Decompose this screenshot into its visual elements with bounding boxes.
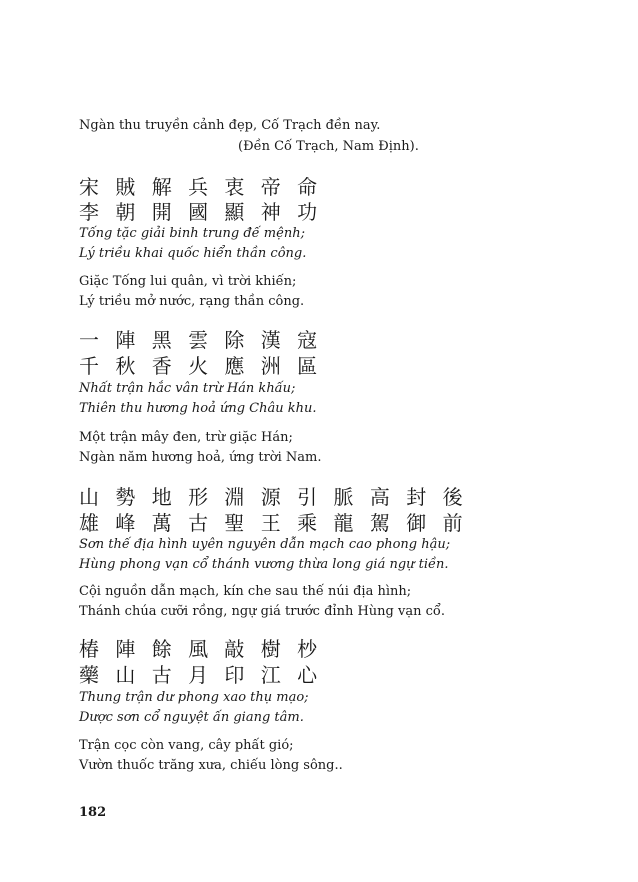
stanza-2-han-1: 一 陣 黑 雲 除 漢 寇 (79, 328, 323, 352)
stanza-2-translation-2: Ngàn năm hương hoả, ứng trời Nam. (79, 450, 322, 465)
stanza-3-reading-1: Sơn thế địa hình uyên nguyên dẫn mạch cao phong hậu; (79, 537, 451, 552)
stanza-4-reading-2: Dược sơn cổ nguyệt ấn giang tâm. (79, 710, 304, 725)
stanza-1-translation-1: Giặc Tống lui quân, vì trời khiến; (79, 274, 297, 289)
stanza-4-translation-1: Trận cọc còn vang, cây phất gió; (79, 738, 294, 753)
stanza-3-han-1: 山 勢 地 形 淵 源 引 脈 高 封 後 (79, 485, 468, 509)
stanza-3-han-2: 雄 峰 萬 古 聖 王 乘 龍 駕 御 前 (79, 511, 468, 535)
stanza-1-han-2: 李 朝 開 國 顯 神 功 (79, 200, 323, 224)
stanza-1-reading-2: Lý triều khai quốc hiển thần công. (79, 246, 307, 261)
stanza-4-translation-2: Vườn thuốc trăng xưa, chiếu lòng sông.. (79, 758, 343, 773)
stanza-2-han-2: 千 秋 香 火 應 洲 區 (79, 354, 323, 378)
stanza-1-translation-2: Lý triều mở nước, rạng thần công. (79, 294, 305, 309)
intro-line-1: Ngàn thu truyền cảnh đẹp, Cố Trạch đền nay. (79, 118, 381, 133)
stanza-3-translation-2: Thánh chúa cưỡi rồng, ngự giá trước đỉnh Hùng vạn cổ. (79, 604, 445, 619)
stanza-4-han-2: 藥 山 古 月 印 江 心 (79, 663, 323, 687)
stanza-4-han-1: 椿 陣 餘 風 敲 樹 杪 (79, 637, 323, 661)
stanza-2-translation-1: Một trận mây đen, trừ giặc Hán; (79, 430, 293, 445)
page-number: 182 (79, 805, 107, 820)
stanza-1-han-1: 宋 賊 解 兵 衷 帝 命 (79, 175, 323, 199)
stanza-1-reading-1: Tống tặc giải binh trung đế mệnh; (79, 226, 305, 241)
stanza-3-translation-1: Cội nguồn dẫn mạch, kín che sau thế núi địa hình; (79, 584, 412, 599)
stanza-2-reading-2: Thiên thu hương hoả ứng Châu khu. (79, 401, 317, 416)
stanza-3-reading-2: Hùng phong vạn cổ thánh vương thừa long giá ngự tiền. (79, 557, 449, 572)
stanza-2-reading-1: Nhất trận hắc vân trừ Hán khấu; (79, 381, 296, 396)
intro-line-2: (Đền Cố Trạch, Nam Định). (238, 139, 419, 154)
stanza-4-reading-1: Thung trận dư phong xao thụ mạo; (79, 690, 309, 705)
